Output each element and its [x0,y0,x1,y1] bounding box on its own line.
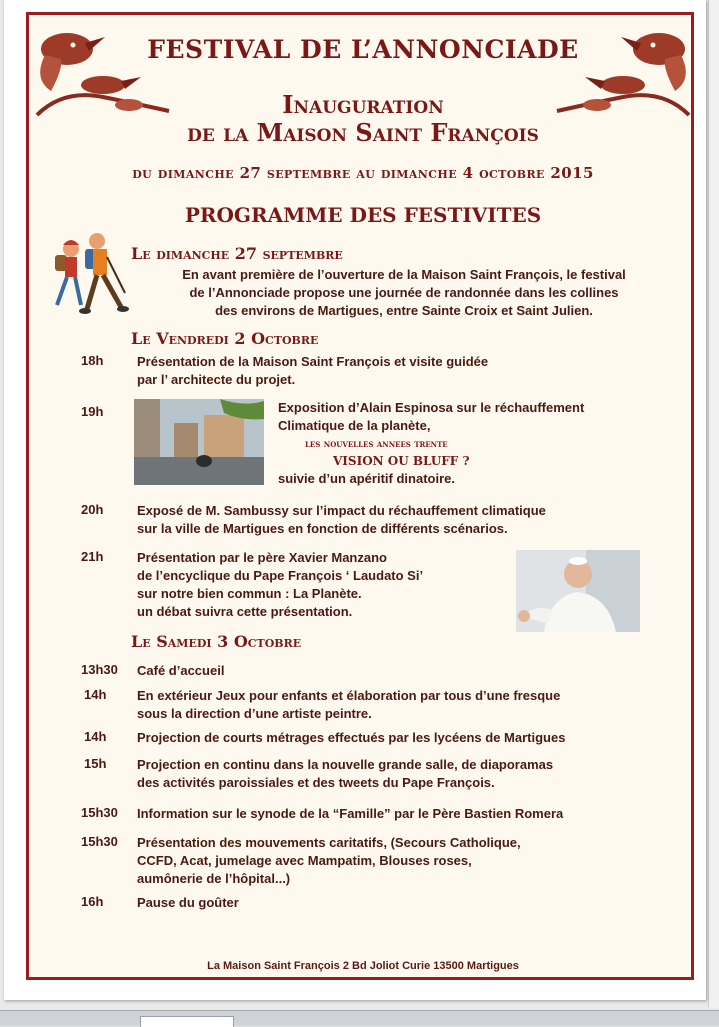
friday-event-time: 20h [81,502,104,517]
friday-event-line: par l’ architecte du projet. [137,372,296,387]
street-photo [134,399,264,485]
friday-event-line: Exposition d’Alain Espinosa sur le réchauffement [278,400,585,415]
sunday-line-2: de l’Annonciade propose une journée de randonnée dans les collines [189,285,619,300]
saturday-event-line: sous la direction d’une artiste peintre. [137,706,372,721]
saturday-event-line: Projection de courts métrages effectués par les lycéens de Martigues [137,730,566,745]
festival-dates: du dimanche 27 septembre au dimanche 4 octobre 2015 [132,164,594,182]
friday-event-time: 18h [81,353,104,368]
inauguration-title: Inauguration [282,90,444,119]
programme-heading: PROGRAMME DES FESTIVITES [184,203,542,227]
festival-title: FESTIVAL DE L’ANNONCIADE [147,35,579,64]
saturday-event-line: des activités paroissiales et des tweets du Pape François. [137,775,495,790]
saturday-event-line: Projection en continu dans la nouvelle grande salle, de diaporamas [137,757,554,772]
festival-poster [26,12,694,980]
friday-event-line: de l’encyclique du Pape François ‘ Laudato Si’ [137,568,424,583]
document-page [4,0,706,1000]
address-footer: La Maison Saint François 2 Bd Joliot Curie 13500 Martigues [207,960,519,972]
maison-title: de la Maison Saint François [187,118,539,147]
friday-event-line: Exposé de M. Sambussy sur l’impact du réchauffement climatique [137,503,546,518]
friday-event-line: Présentation par le père Xavier Manzano [137,550,387,565]
saturday-event-line: aumônerie de l’hôpital...) [137,871,291,886]
expo-subtitle: VISION OU BLUFF ? [333,454,470,468]
viewer-bottom-bar [0,1010,719,1025]
vertical-scrollbar[interactable] [708,0,719,1008]
sunday-line-1: En avant première de l’ouverture de la Maison Saint François, le festival [182,267,626,282]
saturday-event-line: Pause du goûter [137,895,239,910]
saturday-event-line: Café d’accueil [137,663,225,678]
friday-heading: Le Vendredi 2 Octobre [131,329,319,348]
page-tab[interactable] [140,1016,234,1027]
saturday-event-line: CCFD, Acat, jumelage avec Mampatim, Blouses roses, [137,853,472,868]
saturday-event-time: 15h [84,756,107,771]
friday-event-line: Présentation de la Maison Saint François et visite guidée [137,354,489,369]
saturday-event-time: 15h30 [81,805,118,820]
expo-title: les nouvelles annees trente [305,439,448,450]
saturday-event-time: 13h30 [81,662,118,677]
saturday-event-line: Information sur le synode de la “Famille” par le Père Bastien Romera [137,806,564,821]
saturday-heading: Le Samedi 3 Octobre [131,632,302,651]
saturday-event-line: Présentation des mouvements caritatifs, (Secours Catholique, [137,835,521,850]
saturday-event-time: 16h [81,894,104,909]
saturday-event-line: En extérieur Jeux pour enfants et élaboration par tous d’une fresque [137,688,561,703]
saturday-event-time: 14h [84,687,107,702]
friday-event-line: sur la ville de Martigues en fonction de différents scénarios. [137,521,508,536]
sunday-line-3: des environs de Martigues, entre Sainte Croix et Saint Julien. [215,303,593,318]
friday-event-line: sur notre bien commun : La Planète. [137,586,362,601]
friday-event-line: Climatique de la planète, [278,418,431,433]
sunday-heading: Le dimanche 27 septembre [131,244,343,263]
saturday-event-time: 14h [84,729,107,744]
pope-photo [516,550,640,632]
saturday-event-time: 15h30 [81,834,118,849]
friday-event-line: suivie d’un apéritif dinatoire. [278,471,455,486]
friday-event-time: 21h [81,549,104,564]
friday-event-line: un débat suivra cette présentation. [137,604,353,619]
friday-event-time: 19h [81,404,104,419]
